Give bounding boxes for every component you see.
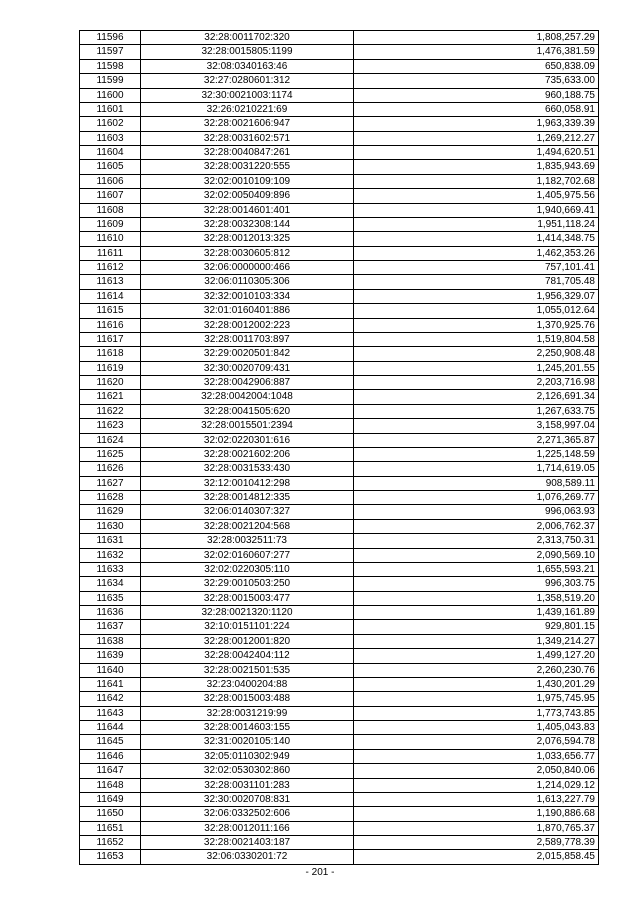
row-number-cell: 11639 [80, 649, 141, 663]
row-number-cell: 11638 [80, 634, 141, 648]
row-number-cell: 11649 [80, 792, 141, 806]
row-number-cell: 11646 [80, 749, 141, 763]
table-row [80, 505, 599, 519]
cadastral-number-cell: 32:28:0014812:335 [141, 491, 354, 505]
row-number-cell: 11611 [80, 246, 141, 260]
value-cell: 1,225,148.59 [354, 447, 599, 461]
table-body [80, 31, 599, 865]
table-row [80, 476, 599, 490]
cadastral-number-cell: 32:02:0220305:110 [141, 562, 354, 576]
table-row [80, 620, 599, 634]
value-cell: 996,063.93 [354, 505, 599, 519]
table-row [80, 59, 599, 73]
value-cell: 1,033,656.77 [354, 749, 599, 763]
cadastral-number-cell: 32:02:0160607:277 [141, 548, 354, 562]
row-number-cell: 11652 [80, 836, 141, 850]
row-number-cell: 11635 [80, 591, 141, 605]
row-number-cell: 11609 [80, 217, 141, 231]
table-row [80, 548, 599, 562]
row-number-cell: 11634 [80, 577, 141, 591]
cadastral-number-cell: 32:06:0140307:327 [141, 505, 354, 519]
table-row [80, 821, 599, 835]
table-row [80, 390, 599, 404]
cadastral-number-cell: 32:28:0015003:477 [141, 591, 354, 605]
cadastral-number-cell: 32:06:0000000:466 [141, 261, 354, 275]
value-cell: 1,405,975.56 [354, 189, 599, 203]
row-number-cell: 11641 [80, 677, 141, 691]
cadastral-number-cell: 32:05:0110302:949 [141, 749, 354, 763]
row-number-cell: 11623 [80, 419, 141, 433]
row-number-cell: 11614 [80, 289, 141, 303]
cadastral-number-cell: 32:23:0400204:88 [141, 677, 354, 691]
cadastral-number-cell: 32:28:0015805:1199 [141, 45, 354, 59]
cadastral-number-cell: 32:01:0160401:886 [141, 304, 354, 318]
table-row [80, 31, 599, 45]
row-number-cell: 11621 [80, 390, 141, 404]
table-row [80, 721, 599, 735]
table-row [80, 778, 599, 792]
table-row [80, 562, 599, 576]
cadastral-number-cell: 32:29:0020501:842 [141, 347, 354, 361]
cadastral-number-cell: 32:28:0031101:283 [141, 778, 354, 792]
value-cell: 1,462,353.26 [354, 246, 599, 260]
row-number-cell: 11640 [80, 663, 141, 677]
table-row [80, 807, 599, 821]
table-row [80, 447, 599, 461]
value-cell: 1,076,269.77 [354, 491, 599, 505]
cadastral-number-cell: 32:02:0220301:616 [141, 433, 354, 447]
table-row [80, 232, 599, 246]
table-row [80, 361, 599, 375]
row-number-cell: 11597 [80, 45, 141, 59]
table-row [80, 677, 599, 691]
table-row [80, 45, 599, 59]
cadastral-number-cell: 32:31:0020105:140 [141, 735, 354, 749]
row-number-cell: 11601 [80, 102, 141, 116]
row-number-cell: 11645 [80, 735, 141, 749]
row-number-cell: 11618 [80, 347, 141, 361]
table-row [80, 649, 599, 663]
table-row [80, 74, 599, 88]
row-number-cell: 11612 [80, 261, 141, 275]
value-cell: 1,940,669.41 [354, 203, 599, 217]
cadastral-number-cell: 32:28:0031219:99 [141, 706, 354, 720]
cadastral-number-cell: 32:28:0042404:112 [141, 649, 354, 663]
value-cell: 929,801.15 [354, 620, 599, 634]
value-cell: 735,633.00 [354, 74, 599, 88]
row-number-cell: 11604 [80, 146, 141, 160]
table-row [80, 735, 599, 749]
cadastral-number-cell: 32:28:0012013:325 [141, 232, 354, 246]
cadastral-number-cell: 32:28:0042906:887 [141, 376, 354, 390]
value-cell: 1,214,029.12 [354, 778, 599, 792]
row-number-cell: 11615 [80, 304, 141, 318]
table-row [80, 764, 599, 778]
table-row [80, 404, 599, 418]
value-cell: 1,430,201.29 [354, 677, 599, 691]
value-cell: 1,499,127.20 [354, 649, 599, 663]
cadastral-number-cell: 32:30:0021003:1174 [141, 88, 354, 102]
value-cell: 1,835,943.69 [354, 160, 599, 174]
cadastral-number-cell: 32:08:0340163:46 [141, 59, 354, 73]
cadastral-number-cell: 32:28:0032511:73 [141, 534, 354, 548]
value-cell: 960,188.75 [354, 88, 599, 102]
value-cell: 3,158,997.04 [354, 419, 599, 433]
value-cell: 2,250,908.48 [354, 347, 599, 361]
value-cell: 1,870,765.37 [354, 821, 599, 835]
cadastral-number-cell: 32:28:0021204:568 [141, 519, 354, 533]
row-number-cell: 11617 [80, 332, 141, 346]
value-cell: 1,414,348.75 [354, 232, 599, 246]
value-cell: 2,260,230.76 [354, 663, 599, 677]
cadastral-number-cell: 32:28:0042004:1048 [141, 390, 354, 404]
value-cell: 1,245,201.55 [354, 361, 599, 375]
value-cell: 1,963,339.39 [354, 117, 599, 131]
table-row [80, 217, 599, 231]
value-cell: 2,271,365.87 [354, 433, 599, 447]
table-row [80, 419, 599, 433]
table-row [80, 146, 599, 160]
row-number-cell: 11625 [80, 447, 141, 461]
row-number-cell: 11628 [80, 491, 141, 505]
row-number-cell: 11608 [80, 203, 141, 217]
table-row [80, 706, 599, 720]
cadastral-number-cell: 32:28:0011702:320 [141, 31, 354, 45]
cadastral-number-cell: 32:28:0014603:155 [141, 721, 354, 735]
cadastral-number-cell: 32:28:0021403:187 [141, 836, 354, 850]
value-cell: 1,714,619.05 [354, 462, 599, 476]
value-cell: 2,203,716.98 [354, 376, 599, 390]
table-row [80, 577, 599, 591]
value-cell: 1,182,702.68 [354, 174, 599, 188]
table-row [80, 606, 599, 620]
row-number-cell: 11606 [80, 174, 141, 188]
table-row [80, 289, 599, 303]
row-number-cell: 11596 [80, 31, 141, 45]
cadastral-value-table [79, 30, 599, 865]
value-cell: 1,773,743.85 [354, 706, 599, 720]
value-cell: 1,055,012.64 [354, 304, 599, 318]
table-row [80, 275, 599, 289]
row-number-cell: 11602 [80, 117, 141, 131]
table-row [80, 318, 599, 332]
cadastral-number-cell: 32:02:0010109:109 [141, 174, 354, 188]
value-cell: 2,126,691.34 [354, 390, 599, 404]
value-cell: 650,838.09 [354, 59, 599, 73]
table-row [80, 174, 599, 188]
row-number-cell: 11651 [80, 821, 141, 835]
row-number-cell: 11613 [80, 275, 141, 289]
value-cell: 1,655,593.21 [354, 562, 599, 576]
value-cell: 2,589,778.39 [354, 836, 599, 850]
table-row [80, 462, 599, 476]
cadastral-number-cell: 32:28:0012011:166 [141, 821, 354, 835]
value-cell: 2,090,569.10 [354, 548, 599, 562]
cadastral-number-cell: 32:26:0210221:69 [141, 102, 354, 116]
value-cell: 781,705.48 [354, 275, 599, 289]
cadastral-number-cell: 32:28:0031220:555 [141, 160, 354, 174]
row-number-cell: 11620 [80, 376, 141, 390]
table-row [80, 203, 599, 217]
value-cell: 1,476,381.59 [354, 45, 599, 59]
cadastral-number-cell: 32:10:0151101:224 [141, 620, 354, 634]
row-number-cell: 11610 [80, 232, 141, 246]
row-number-cell: 11600 [80, 88, 141, 102]
table-row [80, 433, 599, 447]
table-row [80, 491, 599, 505]
row-number-cell: 11619 [80, 361, 141, 375]
cadastral-number-cell: 32:06:0330201:72 [141, 850, 354, 864]
table-row [80, 534, 599, 548]
value-cell: 908,589.11 [354, 476, 599, 490]
cadastral-number-cell: 32:28:0030605:812 [141, 246, 354, 260]
row-number-cell: 11650 [80, 807, 141, 821]
value-cell: 660,058.91 [354, 102, 599, 116]
value-cell: 1,808,257.29 [354, 31, 599, 45]
table-row [80, 836, 599, 850]
row-number-cell: 11607 [80, 189, 141, 203]
row-number-cell: 11644 [80, 721, 141, 735]
value-cell: 1,613,227.79 [354, 792, 599, 806]
cadastral-number-cell: 32:12:0010412:298 [141, 476, 354, 490]
table-row [80, 519, 599, 533]
cadastral-number-cell: 32:27:0280601:312 [141, 74, 354, 88]
table-row [80, 189, 599, 203]
value-cell: 1,349,214.27 [354, 634, 599, 648]
value-cell: 1,405,043.83 [354, 721, 599, 735]
cadastral-number-cell: 32:32:0010103:334 [141, 289, 354, 303]
row-number-cell: 11616 [80, 318, 141, 332]
row-number-cell: 11605 [80, 160, 141, 174]
table-row [80, 376, 599, 390]
value-cell: 1,370,925.76 [354, 318, 599, 332]
cadastral-number-cell: 32:28:0021602:206 [141, 447, 354, 461]
row-number-cell: 11648 [80, 778, 141, 792]
table-row [80, 792, 599, 806]
table-row [80, 304, 599, 318]
row-number-cell: 11637 [80, 620, 141, 634]
value-cell: 2,050,840.06 [354, 764, 599, 778]
row-number-cell: 11647 [80, 764, 141, 778]
cadastral-number-cell: 32:28:0021501:535 [141, 663, 354, 677]
cadastral-number-cell: 32:02:0530302:860 [141, 764, 354, 778]
row-number-cell: 11599 [80, 74, 141, 88]
row-number-cell: 11642 [80, 692, 141, 706]
value-cell: 1,267,633.75 [354, 404, 599, 418]
table-row [80, 347, 599, 361]
table-row [80, 332, 599, 346]
cadastral-number-cell: 32:30:0020709:431 [141, 361, 354, 375]
row-number-cell: 11633 [80, 562, 141, 576]
row-number-cell: 11622 [80, 404, 141, 418]
cadastral-number-cell: 32:28:0015501:2394 [141, 419, 354, 433]
table-row [80, 88, 599, 102]
row-number-cell: 11603 [80, 131, 141, 145]
value-cell: 1,975,745.95 [354, 692, 599, 706]
cadastral-number-cell: 32:28:0015003:488 [141, 692, 354, 706]
row-number-cell: 11632 [80, 548, 141, 562]
page-number: - 201 - [305, 867, 335, 878]
value-cell: 1,439,161.89 [354, 606, 599, 620]
cadastral-number-cell: 32:28:0040847:261 [141, 146, 354, 160]
cadastral-number-cell: 32:29:0010503:250 [141, 577, 354, 591]
cadastral-number-cell: 32:28:0014601:401 [141, 203, 354, 217]
table-row [80, 850, 599, 864]
value-cell: 2,015,858.45 [354, 850, 599, 864]
row-number-cell: 11630 [80, 519, 141, 533]
value-cell: 2,076,594.78 [354, 735, 599, 749]
cadastral-number-cell: 32:06:0332502:606 [141, 807, 354, 821]
cadastral-number-cell: 32:28:0031602:571 [141, 131, 354, 145]
row-number-cell: 11626 [80, 462, 141, 476]
cadastral-number-cell: 32:02:0050409:896 [141, 189, 354, 203]
value-cell: 996,303.75 [354, 577, 599, 591]
value-cell: 1,358,519.20 [354, 591, 599, 605]
row-number-cell: 11631 [80, 534, 141, 548]
value-cell: 2,313,750.31 [354, 534, 599, 548]
value-cell: 1,269,212.27 [354, 131, 599, 145]
cadastral-number-cell: 32:28:0021320:1120 [141, 606, 354, 620]
table-row [80, 261, 599, 275]
table-row [80, 246, 599, 260]
table-row [80, 663, 599, 677]
row-number-cell: 11598 [80, 59, 141, 73]
value-cell: 1,519,804.58 [354, 332, 599, 346]
table-row [80, 117, 599, 131]
row-number-cell: 11624 [80, 433, 141, 447]
value-cell: 757,101.41 [354, 261, 599, 275]
cadastral-number-cell: 32:28:0041505:620 [141, 404, 354, 418]
cadastral-number-cell: 32:28:0032308:144 [141, 217, 354, 231]
value-cell: 2,006,762.37 [354, 519, 599, 533]
cadastral-number-cell: 32:28:0011703:897 [141, 332, 354, 346]
value-cell: 1,190,886.68 [354, 807, 599, 821]
cadastral-number-cell: 32:06:0110305:306 [141, 275, 354, 289]
table-row [80, 131, 599, 145]
cadastral-number-cell: 32:28:0012002:223 [141, 318, 354, 332]
value-cell: 1,956,329.07 [354, 289, 599, 303]
table-row [80, 591, 599, 605]
table-row [80, 634, 599, 648]
value-cell: 1,494,620.51 [354, 146, 599, 160]
row-number-cell: 11629 [80, 505, 141, 519]
table-row [80, 749, 599, 763]
cadastral-number-cell: 32:28:0031533:430 [141, 462, 354, 476]
row-number-cell: 11627 [80, 476, 141, 490]
value-cell: 1,951,118.24 [354, 217, 599, 231]
row-number-cell: 11653 [80, 850, 141, 864]
table-row [80, 102, 599, 116]
row-number-cell: 11636 [80, 606, 141, 620]
table-row [80, 692, 599, 706]
cadastral-number-cell: 32:30:0020708:831 [141, 792, 354, 806]
row-number-cell: 11643 [80, 706, 141, 720]
cadastral-number-cell: 32:28:0012001:820 [141, 634, 354, 648]
table-row [80, 160, 599, 174]
cadastral-number-cell: 32:28:0021606:947 [141, 117, 354, 131]
